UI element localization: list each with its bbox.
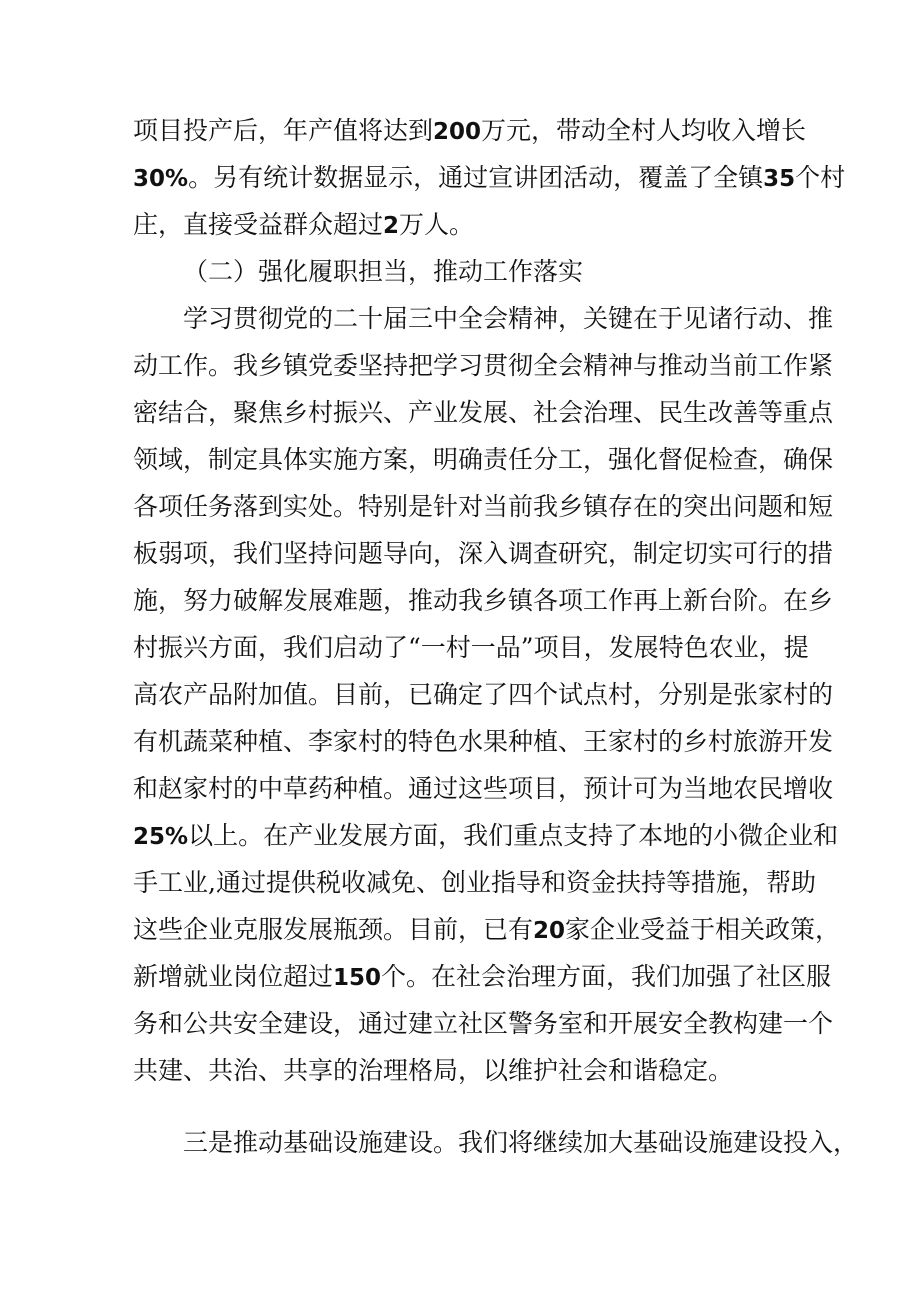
number-run: 20 xyxy=(533,918,566,944)
paragraph-2-line-12 xyxy=(133,814,838,858)
paragraph-2-line-15 xyxy=(133,955,831,999)
paragraph-1-line-2 xyxy=(133,156,845,200)
paragraph-2-line-14 xyxy=(133,908,840,952)
paragraph-2-line-13 xyxy=(133,861,816,905)
text-run: 高农产品附加值。目前，已确定了四个试点村，分别是张家村的 xyxy=(133,680,834,709)
text-run: 。另有统计数据显示，通过宣讲团活动，覆盖了全镇 xyxy=(188,163,764,192)
text-run: 板弱项，我们坚持问题导向，深入调查研究，制定切实可行的措 xyxy=(133,539,834,568)
text-run: 各项任务落到实处。特别是针对当前我乡镇存在的突出问题和短 xyxy=(133,492,834,521)
text-run: 领域，制定具体实施方案，明确责任分工，强化督促检查，确保 xyxy=(133,445,834,474)
text-run: 个。在社会治理方面，我们加强了社区服 xyxy=(381,962,832,991)
text-run: 这些企业克服发展瓶颈。目前，已有 xyxy=(133,915,534,944)
text-run: 学习贯彻党的二十届三中全会精神，关键在于见诸行动、推 xyxy=(183,304,834,333)
text-run: 万元，带动全村人均收入增长 xyxy=(481,116,807,145)
paragraph-2-line-3 xyxy=(133,391,833,435)
text-run: 新增就业岗位超过 xyxy=(133,962,334,991)
text-run: 有机蔬菜种植、李家村的特色水果种植、王家村的乡村旅游开发 xyxy=(133,727,834,756)
paragraph-3-line-1 xyxy=(183,1121,858,1165)
number-run: 200 xyxy=(433,119,482,145)
number-run: 25% xyxy=(133,824,189,850)
text-run: 个村 xyxy=(795,163,846,192)
paragraph-2-line-2 xyxy=(133,344,833,388)
paragraph-2-line-4 xyxy=(133,438,833,482)
text-run: 施，努力破解发展难题，推动我乡镇各项工作再上新台阶。在乡 xyxy=(133,586,834,615)
text-run: 项目投产后，年产值将达到 xyxy=(133,116,434,145)
text-run: 和赵家村的中草药种植。通过这些项目，预计可为当地农民增收 xyxy=(133,774,834,803)
paragraph-2-line-11 xyxy=(133,767,833,811)
paragraph-1-line-1 xyxy=(133,109,806,153)
paragraph-2-line-1 xyxy=(183,297,833,341)
paragraph-2-line-9 xyxy=(133,673,833,717)
text-run: 以上。在产业发展方面，我们重点支持了本地的小微企业和 xyxy=(188,821,839,850)
text-run: 万人。 xyxy=(399,210,475,239)
text-run: 务和公共安全建设，通过建立社区警务室和开展安全教构建一个 xyxy=(133,1009,834,1038)
number-run: 150 xyxy=(333,965,382,991)
text-run: 庄，直接受益群众超过 xyxy=(133,210,384,239)
paragraph-2-line-5 xyxy=(133,485,833,529)
text-run: 手工业,通过提供税收减免、创业指导和资金扶持等措施，帮助 xyxy=(133,868,816,897)
section-subheading: （二）强化履职担当，推动工作落实 xyxy=(183,257,584,286)
number-run: 35 xyxy=(763,166,796,192)
text-run: 三是推动基础设施建设。我们将继续加大基础设施建设投入， xyxy=(183,1128,859,1157)
text-run: 共建、共治、共享的治理格局，以维护社会和谐稳定。 xyxy=(133,1056,734,1085)
paragraph-2-line-7 xyxy=(133,579,833,623)
paragraph-2-line-16 xyxy=(133,1002,833,1046)
paragraph-2-line-8 xyxy=(133,626,809,670)
paragraph-2-line-10 xyxy=(133,720,833,764)
text-run: 密结合，聚焦乡村振兴、产业发展、社会治理、民生改善等重点 xyxy=(133,398,834,427)
paragraph-1-line-3 xyxy=(133,203,474,247)
paragraph-2-line-6 xyxy=(133,532,833,576)
number-run: 30% xyxy=(133,166,189,192)
text-run: 家企业受益于相关政策， xyxy=(565,915,841,944)
number-run: 2 xyxy=(383,213,400,239)
text-run: 动工作。我乡镇党委坚持把学习贯彻全会精神与推动当前工作紧 xyxy=(133,351,834,380)
paragraph-2-line-17 xyxy=(133,1049,733,1093)
text-run: 村振兴方面，我们启动了“一村一品”项目，发展特色农业，提 xyxy=(133,633,809,662)
